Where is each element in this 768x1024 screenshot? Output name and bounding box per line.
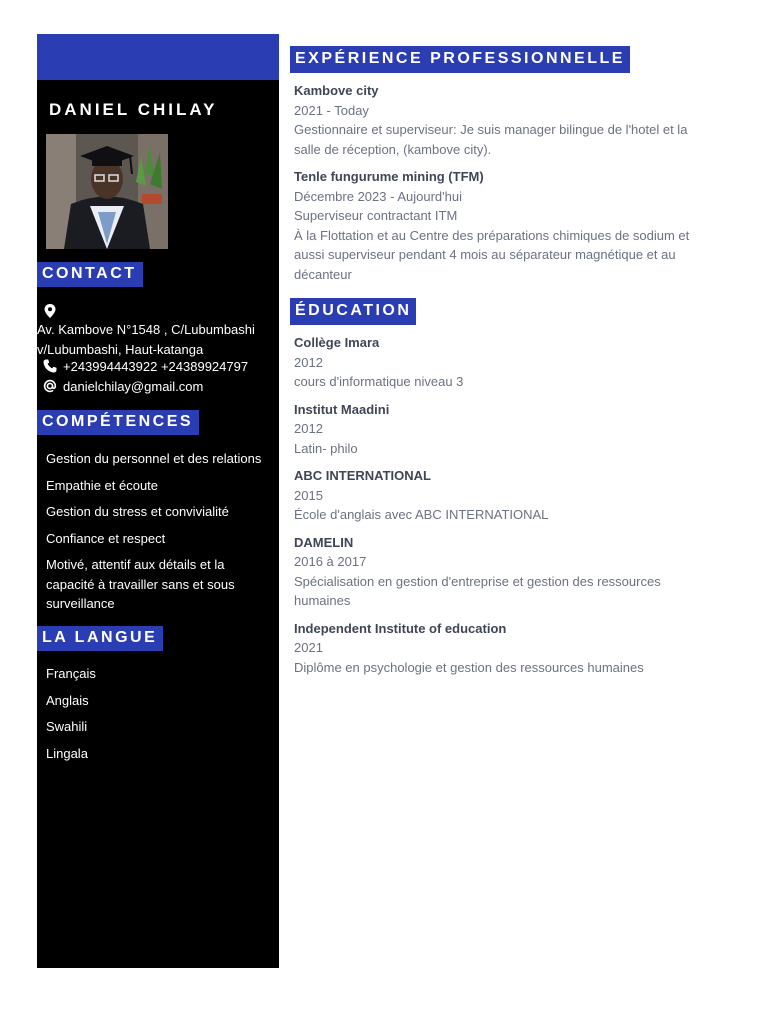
experience-role: Superviseur contractant ITM <box>294 208 458 223</box>
experience-entry <box>290 167 710 284</box>
sidebar-top-band <box>37 34 279 80</box>
education-list <box>290 333 710 677</box>
education-entry <box>290 466 710 525</box>
skills-heading: COMPÉTENCES <box>37 410 199 435</box>
sidebar <box>37 34 279 968</box>
skill-item: Gestion du personnel et des relations <box>46 451 262 466</box>
language-item: Swahili <box>46 719 88 734</box>
language-item: Anglais <box>46 692 89 708</box>
education-description: Diplôme en psychologie et gestion des ressources humaines <box>294 659 644 675</box>
education-entry <box>290 533 710 611</box>
experience-description: Gestionnaire et superviseur: Je suis manager bilingue de l'hotel et la salle de réception, (kambove city). <box>294 122 688 157</box>
experience-description: À la Flottation et au Centre des préparations chimiques de sodium et aussi superviseur pendant 4 mois au séparateur magnétique et au décanteur <box>294 227 690 282</box>
education-school: Institut Maadini <box>294 401 390 417</box>
education-dates: 2015 <box>294 487 323 503</box>
experience-list <box>290 81 710 284</box>
education-school: Independent Institute of education <box>294 620 507 636</box>
education-description: École d'anglais avec ABC INTERNATIONAL <box>294 507 549 522</box>
candidate-name: DANIEL CHILAY <box>49 100 218 119</box>
education-description: Spécialisation en gestion d'entreprise et gestion des ressources humaines <box>294 573 661 608</box>
education-school: DAMELIN <box>294 534 354 550</box>
contact-heading: CONTACT <box>37 262 143 287</box>
education-entry <box>290 333 710 392</box>
experience-employer: Tenle fungurume mining (TFM) <box>294 169 484 184</box>
language-item: Lingala <box>46 745 88 761</box>
experience-employer: Kambove city <box>294 83 379 98</box>
contact-address: Av. Kambove N°1548 , C/Lubumbashi v/Lubumbashi, Haut-katanga <box>37 322 255 357</box>
skills-list <box>46 449 276 621</box>
skill-item: Confiance et respect <box>46 530 166 546</box>
experience-entry <box>290 81 710 159</box>
education-dates: 2016 à 2017 <box>294 554 367 569</box>
contact-email-row <box>43 379 203 394</box>
education-dates: 2012 <box>294 354 323 370</box>
education-description: Latin- philo <box>294 440 358 456</box>
languages-list <box>46 664 276 770</box>
education-heading: ÉDUCATION <box>290 298 416 325</box>
phone-icon <box>43 359 57 373</box>
skill-item: Empathie et écoute <box>46 477 159 493</box>
education-dates: 2012 <box>294 421 323 436</box>
education-school: ABC INTERNATIONAL <box>294 468 431 483</box>
experience-dates: Décembre 2023 - Aujourd'hui <box>294 188 462 204</box>
at-sign-icon <box>43 379 57 393</box>
main-column <box>290 46 710 677</box>
education-description: cours d'informatique niveau 3 <box>294 374 464 389</box>
language-item: Français <box>46 666 96 681</box>
location-pin-icon <box>44 304 56 318</box>
education-dates: 2021 <box>294 640 323 655</box>
skill-item: Gestion du stress et convivialité <box>46 504 229 519</box>
experience-heading: EXPÉRIENCE PROFESSIONNELLE <box>290 46 630 73</box>
contact-email[interactable]: danielchilay@gmail.com <box>63 379 204 394</box>
education-entry <box>290 619 710 678</box>
contact-phones[interactable]: +243994443922 +24389924797 <box>63 359 249 374</box>
education-school: Collège Imara <box>294 335 380 350</box>
experience-dates: 2021 - Today <box>294 102 369 118</box>
contact-phone-row <box>43 359 248 374</box>
languages-heading: LA LANGUE <box>37 626 163 651</box>
profile-photo <box>46 134 168 249</box>
skill-item: Motivé, attentif aux détails et la capacité à travailler sans et sous surveillance <box>46 557 235 611</box>
education-entry <box>290 400 710 459</box>
